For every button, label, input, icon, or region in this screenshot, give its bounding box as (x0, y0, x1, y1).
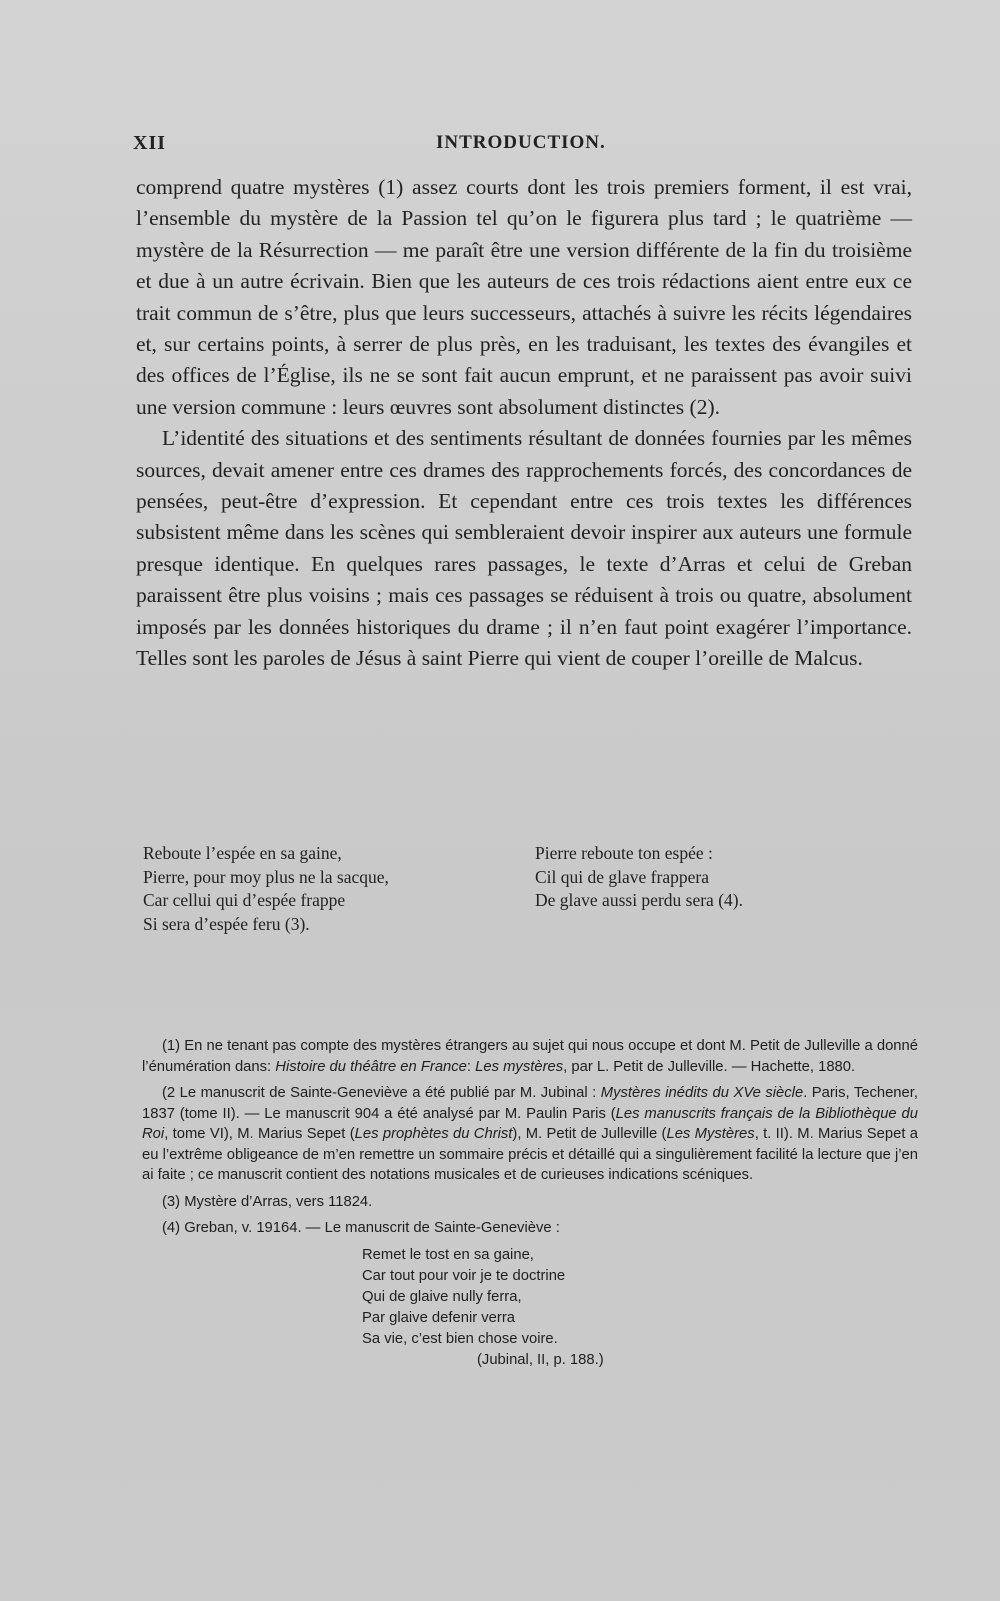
page-number: XII (133, 132, 167, 154)
footnote-text: , tome VI), M. Marius Sepet ( (164, 1126, 355, 1142)
footnote-title: Mystères inédits du XVe siècle (600, 1085, 804, 1101)
page-header (133, 132, 901, 158)
body-text (136, 172, 912, 675)
verse-line: Car tout pour voir je te doctrine (362, 1267, 566, 1284)
footnote-title: Les mystères (475, 1058, 564, 1075)
footnote-3 (142, 1192, 918, 1213)
verse-line: Si sera d’espée feru (3). (143, 913, 310, 934)
footnote-text: ), M. Petit de Julleville ( (512, 1126, 667, 1142)
footnote-text: , par L. Petit de Julleville. — Hachette, 1880. (563, 1058, 856, 1075)
footnote-text: . Paris, Techener, 1837 (tome II). — Le manuscrit 904 a été analysé par M. Paulin Paris ( (142, 1085, 918, 1122)
verse-line: Car cellui qui d’espée frappe (143, 890, 346, 910)
verse-quote-greban (535, 842, 875, 913)
footnote-title: Les manuscrits français de la Bibliothèque du Roi (142, 1105, 918, 1142)
verse-line: Pierre reboute ton espée : (535, 843, 713, 863)
verse-line: Reboute l’espée en sa gaine, (143, 843, 342, 863)
verse-line: Remet le tost en sa gaine, (362, 1246, 534, 1263)
footnote-number: (2 (162, 1085, 176, 1101)
verse-line: Par glaive defenir verra (362, 1309, 515, 1326)
footnote-text: : (466, 1058, 476, 1075)
footnote-number: (3) (162, 1193, 181, 1210)
footnote-title: Les Mystères (666, 1126, 755, 1142)
footnotes (142, 1036, 918, 1371)
footnote-title: Les prophètes du Christ (354, 1126, 513, 1142)
verse-line: De glave aussi perdu sera (4). (535, 890, 743, 910)
paragraph-1: comprend quatre mystères (1) assez courts dont les trois premiers forment, il est vrai, l’ensemble du mystère de la Passion tel qu’on le figurera plus tard ; le quatrième — mystère de la Résurrection — me paraît être une version différente de la fin du troisième et due à un autre écrivain. Bien que les auteurs de ces trois rédactions aient entre eux ce trait commun de s’être, plus que leurs successeurs, attachés à suivre les récits légendaires et, sur certains points, à serrer de plus près, en les traduisant, les textes des évangiles et des offices de l’Église, ils ne se sont fait aucun emprunt, et ne paraissent pas avoir suivi une version commune : leurs œuvres sont absolument distinctes (2). (136, 175, 912, 419)
footnote-text: , t. II). M. Marius Sepet a eu l’extrême obligeance de m’en remettre un sommaire précis et détaillé qui a singulièrement facilité la lecture que j’en ai faite ; ce manuscrit contient des notations musicales et de curieuses indications scéniques. (142, 1126, 918, 1183)
verse-line: Cil qui de glave frappera (535, 866, 709, 887)
footnote-4-verse (362, 1245, 918, 1371)
footnote-title: Histoire du théâtre en France (275, 1058, 467, 1075)
verse-line: Sa vie, c’est bien chose voire. (362, 1330, 558, 1347)
paragraph-2: L’identité des situations et des sentiments résultant de données fournies par les mêmes sources, devait amener entre ces drames des rapprochements forcés, des concordances de pensées, peut-être d’expression. Et cependant entre ces trois textes les différences subsistent même dans les scènes qui sembleraient devoir inspirer aux auteurs une formule presque identique. En quelques rares passages, le texte d’Arras et celui de Greban paraissent être plus voisins ; mais ces passages se réduisent à trois ou quatre, absolument imposés par les données historiques du drame ; il n’en faut point exagérer l’importance. Telles sont les paroles de Jésus à saint Pierre qui vient de couper l’oreille de Malcus. (136, 426, 912, 671)
footnote-1 (142, 1036, 918, 1077)
verse-line: Pierre, pour moy plus ne la sacque, (143, 866, 389, 887)
footnote-text: Mystère d’Arras, vers 11824. (184, 1193, 373, 1210)
footnote-text: Greban, v. 19164. — Le manuscrit de Sainte-Geneviève : (184, 1220, 560, 1236)
footnote-number: (1) (162, 1038, 181, 1054)
verse-quote-arras (143, 842, 493, 936)
running-head: INTRODUCTION. (436, 132, 606, 153)
verse-line: Qui de glaive nully ferra, (362, 1288, 522, 1305)
verse-source: (Jubinal, II, p. 188.) (477, 1351, 604, 1368)
footnote-2 (142, 1083, 918, 1186)
footnote-text: En ne tenant pas compte des mystères étrangers au sujet qui nous occupe et dont M. Petit de Julleville a donné l’énumération dans: (142, 1038, 918, 1075)
footnote-4 (142, 1218, 918, 1239)
footnote-text: Le manuscrit de Sainte-Geneviève a été publié par M. Jubinal : (179, 1085, 601, 1101)
footnote-number: (4) (162, 1220, 181, 1236)
